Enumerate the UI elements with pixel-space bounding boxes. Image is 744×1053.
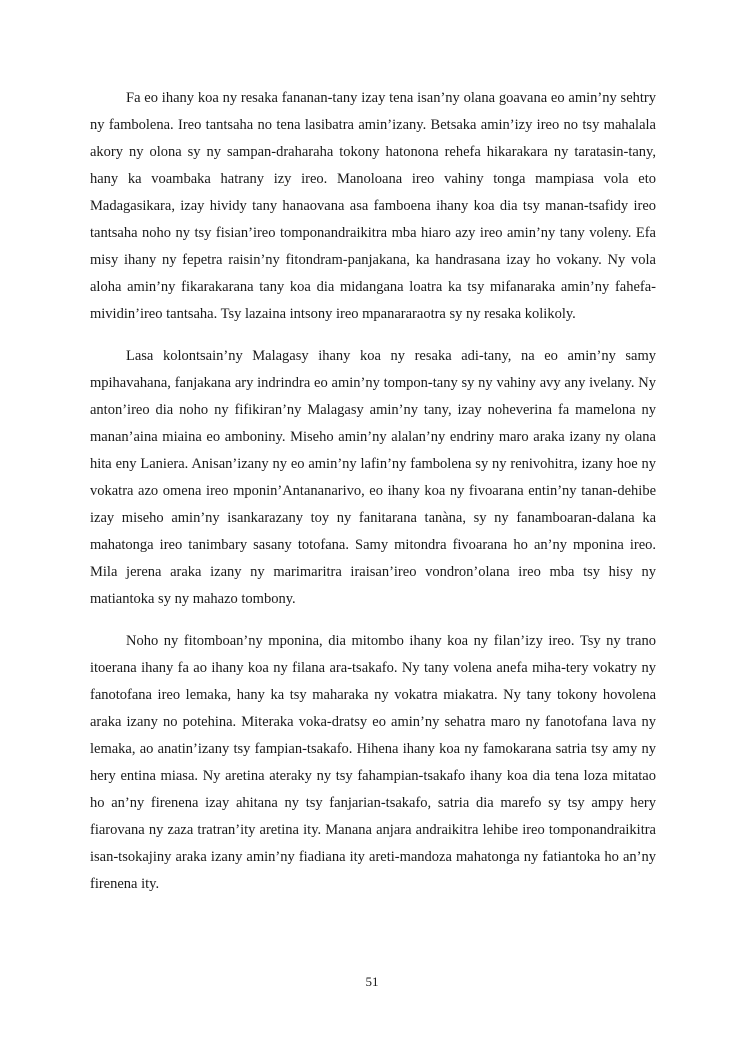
- paragraph-land-ownership: Fa eo ihany koa ny resaka fananan-tany izay tena isan’ny olana goavana eo amin’ny sehtry ny fambolena. Ireo tantsaha no tena lasibatra amin’izany. Betsaka amin’izy ireo no tsy mahalala akory ny olona sy ny sampan-draharaha tokony hatonona rehefa hikarakara ny taratasin-tany, hany ka voambaka hatrany izy ireo. Manoloana ireo vahiny tonga mampiasa vola eto Madagasikara, izay hividy tany hanaovana asa famboena ihany koa dia tsy manan-tsafidy ireo tantsaha noho ny tsy fisian’ireo tomponandraikitra mba hiaro azy ireo amin’ny tany voleny. Efa misy ihany ny fepetra raisin’ny fitondram-panjakana, ka handrasana izay ho vokany. Ny vola aloha amin’ny fikarakarana tany koa dia midangana loatra ka tsy mifanaraka amin’ny fahefa-mividin’ireo tantsaha. Tsy lazaina intsony ireo mpanararaotra sy ny resaka kolikoly.: [90, 90, 656, 322]
- paragraph-land-disputes: Lasa kolontsain’ny Malagasy ihany koa ny resaka adi-tany, na eo amin’ny samy mpihavahana, fanjakana ary indrindra eo amin’ny tompon-tany sy ny vahiny avy any ivelany. Ny anton’ireo dia noho ny fifikiran’ny Malagasy amin’ny tany, izay noheverina fa mamelona ny manan’aina miaina eo amboniny. Miseho amin’ny alalan’ny endriny maro araka izany ny olana hita eny Laniera. Anisan’izany ny eo amin’ny lafin’ny fambolena sy ny renivohitra, izany hoe ny vokatra azo omena ireo mponin’Antananarivo, eo ihany koa ny fivoarana entin’ny tanan-dehibe izay miseho amin’ny isankarazany toy ny fanitarana tanàna, sy ny fanamboaran-dalana ka mahatonga ireo tanimbary sasany totofana. Samy mitondra fivoarana ho an’ny mponina ireo. Mila jerena araka izany ny marimaritra iraisan’ireo vondron’olana ireo mba tsy hisy ny matiantoka sy ny mahazo tombony.: [90, 348, 656, 607]
- document-body: [90, 85, 656, 913]
- page-number: 51: [365, 974, 379, 989]
- paragraph-population-growth: Noho ny fitomboan’ny mponina, dia mitombo ihany koa ny filan’izy ireo. Tsy ny trano itoerana ihany fa ao ihany koa ny filana ara-tsakafo. Ny tany volena anefa miha-tery vokatry ny fanotofana ireo lemaka, hany ka tsy maharaka ny vokatra miakatra. Ny tany tokony hovolena araka izany no potehina. Miteraka voka-dratsy eo amin’ny sehatra maro ny fanotofana lava ny lemaka, ao anatin’izany tsy fampian-tsakafo. Hihena ihany koa ny famokarana satria tsy amy ny hery entina miasa. Ny aretina ateraky ny tsy fahampian-tsakafo ihany koa dia tena loza mitatao ho an’ny firenena izay ahitana ny tsy fanjarian-tsakafo, satria dia marefo sy tsy ampy hery fiarovana ny zaza tratran’ity aretina ity. Manana anjara andraikitra lehibe ireo tomponandraikitra isan-tsokajiny araka izany amin’ny fiadiana ity areti-mandoza mahatonga ny fatiantoka ho an’ny firenena ity.: [90, 633, 656, 892]
